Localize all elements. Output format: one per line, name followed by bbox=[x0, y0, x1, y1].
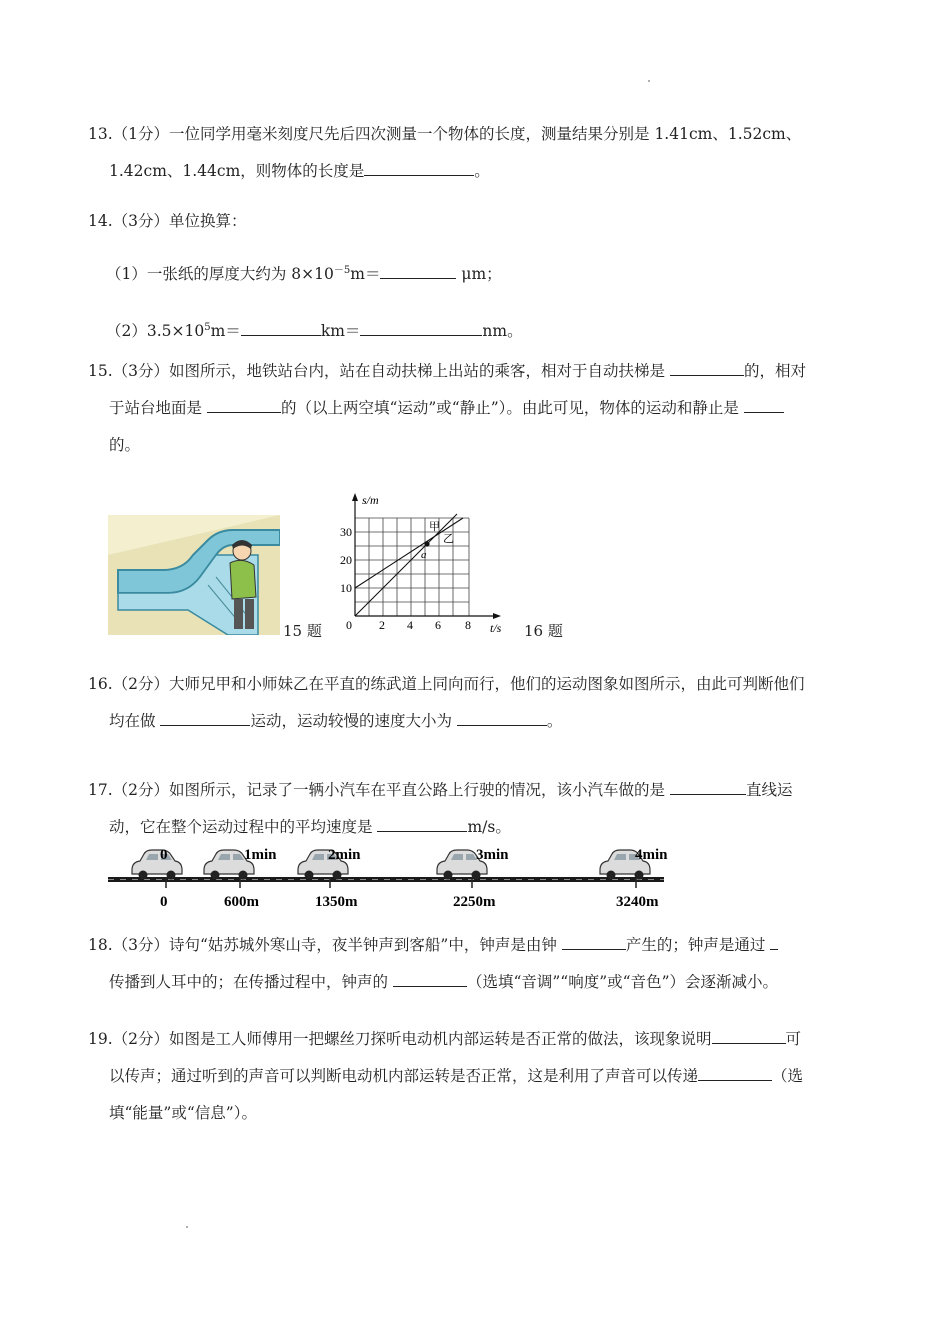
time-label: 2min bbox=[328, 847, 361, 863]
distance-label: 2250m bbox=[453, 894, 496, 910]
distance-label: 0 bbox=[160, 894, 168, 910]
question-16 bbox=[88, 666, 868, 740]
time-label: 1min bbox=[244, 847, 277, 863]
question-18 bbox=[88, 927, 868, 1001]
x-axis-arrow bbox=[493, 613, 501, 619]
label-yi: 乙 bbox=[443, 532, 454, 545]
distance-label: 1350m bbox=[315, 894, 358, 910]
answer-blank[interactable] bbox=[562, 931, 626, 950]
answer-blank[interactable] bbox=[377, 813, 467, 832]
x-tick-label: 8 bbox=[465, 618, 471, 632]
answer-blank[interactable] bbox=[698, 1062, 772, 1081]
figure-16-caption: 16 题 bbox=[524, 622, 563, 640]
answer-blank[interactable] bbox=[364, 157, 474, 176]
answer-blank[interactable] bbox=[670, 357, 744, 376]
distance-label: 3240m bbox=[616, 894, 659, 910]
line-yi bbox=[355, 518, 463, 588]
time-label: 0 bbox=[160, 847, 168, 863]
q17-line2: 动，它在整个运动过程中的平均速度是 m/s。 bbox=[88, 809, 868, 846]
answer-blank[interactable] bbox=[241, 317, 321, 336]
car-road-figure bbox=[108, 842, 678, 914]
q15-line3: 的。 bbox=[109, 436, 141, 454]
q14-part1: （1）一张纸的厚度大约为 $8\times 10^{-5}m= \mu m$； bbox=[88, 252, 868, 293]
q17-line1: 17.（2分）如图所示，记录了一辆小汽车在平直公路上行驶的情况，该小汽车做的是 直线运 bbox=[88, 772, 868, 809]
scan-dot-top bbox=[648, 80, 650, 82]
q19-line3: 填“能量”或“信息”）。 bbox=[109, 1104, 257, 1122]
q16-line2: 均在做 运动，运动较慢的速度大小为 。 bbox=[88, 703, 868, 740]
answer-blank[interactable] bbox=[393, 968, 467, 987]
q14-title: 14.（3分）单位换算： bbox=[88, 212, 247, 230]
x-tick-label: 2 bbox=[379, 618, 385, 632]
st-graph bbox=[335, 490, 515, 635]
y-axis-arrow bbox=[352, 493, 358, 501]
q18-line2: 传播到人耳中的；在传播过程中，钟声的 （选填“音调”“响度”或“音色”）会逐渐减小。 bbox=[88, 964, 868, 1001]
question-17 bbox=[88, 772, 868, 846]
answer-blank[interactable] bbox=[770, 931, 778, 950]
label-jia: 甲 bbox=[429, 520, 440, 533]
x-tick-label: 0 bbox=[346, 618, 352, 632]
question-14 bbox=[88, 203, 868, 350]
answer-blank[interactable] bbox=[207, 394, 281, 413]
intersection-point-a bbox=[424, 541, 429, 546]
distance-label: 600m bbox=[224, 894, 259, 910]
x-tick-label: 6 bbox=[435, 618, 441, 632]
q18-line1: 18.（3分）诗句“姑苏城外寒山寺，夜半钟声到客船”中，钟声是由钟 产生的；钟声是通过 bbox=[88, 927, 868, 964]
passenger-leg bbox=[234, 599, 243, 629]
answer-blank[interactable] bbox=[744, 394, 784, 413]
q13-line1: 13.（1分）一位同学用毫米刻度尺先后四次测量一个物体的长度，测量结果分别是 1.41cm、1.52cm、 bbox=[88, 125, 802, 143]
y-tick-label: 20 bbox=[340, 553, 352, 567]
q14-part2: $(2)3.5\times 10^5m= km=$ nm。 bbox=[88, 309, 868, 350]
q19-line1: 19.（2分）如图是工人师傅用一把螺丝刀探听电动机内部运转是否正常的做法，该现象说明 可 bbox=[88, 1021, 868, 1058]
figure-15-caption: 15 题 bbox=[283, 622, 322, 640]
y-tick-label: 10 bbox=[340, 581, 352, 595]
question-13 bbox=[88, 116, 868, 190]
answer-blank[interactable] bbox=[380, 260, 456, 279]
answer-blank[interactable] bbox=[360, 317, 482, 336]
x-tick-label: 4 bbox=[407, 618, 413, 632]
escalator-figure bbox=[108, 515, 280, 635]
answer-blank[interactable] bbox=[457, 707, 547, 726]
answer-blank[interactable] bbox=[670, 776, 746, 795]
time-label: 3min bbox=[476, 847, 509, 863]
question-15 bbox=[88, 353, 868, 464]
q16-line1: 16.（2分）大师兄甲和小师妹乙在平直的练武道上同向而行，他们的运动图象如图所示，由此可判断他们 bbox=[88, 675, 805, 693]
q15-line2: 于站台地面是 的（以上两空填“运动”或“静止”）。由此可见，物体的运动和静止是 bbox=[88, 390, 868, 427]
y-axis-label: s/m bbox=[362, 493, 379, 507]
passenger-body bbox=[230, 560, 256, 599]
question-19 bbox=[88, 1021, 868, 1132]
car-icon bbox=[132, 850, 182, 880]
x-axis-label: t/s bbox=[490, 621, 502, 635]
scan-dot-bottom bbox=[186, 1226, 188, 1228]
line-jia bbox=[355, 514, 457, 616]
y-tick-label: 30 bbox=[340, 525, 352, 539]
q13-line2: 1.42cm、1.44cm，则物体的长度是 。 bbox=[88, 153, 868, 190]
answer-blank[interactable] bbox=[160, 707, 250, 726]
q19-line2: 以传声；通过听到的声音可以判断电动机内部运转是否正常，这是利用了声音可以传递 （选 bbox=[88, 1058, 868, 1095]
time-label: 4min bbox=[635, 847, 668, 863]
q15-line1: 15.（3分）如图所示，地铁站台内，站在自动扶梯上出站的乘客，相对于自动扶梯是 的，相对 bbox=[88, 353, 868, 390]
answer-blank[interactable] bbox=[712, 1025, 786, 1044]
label-a: a bbox=[421, 549, 427, 561]
passenger-leg bbox=[245, 599, 254, 629]
